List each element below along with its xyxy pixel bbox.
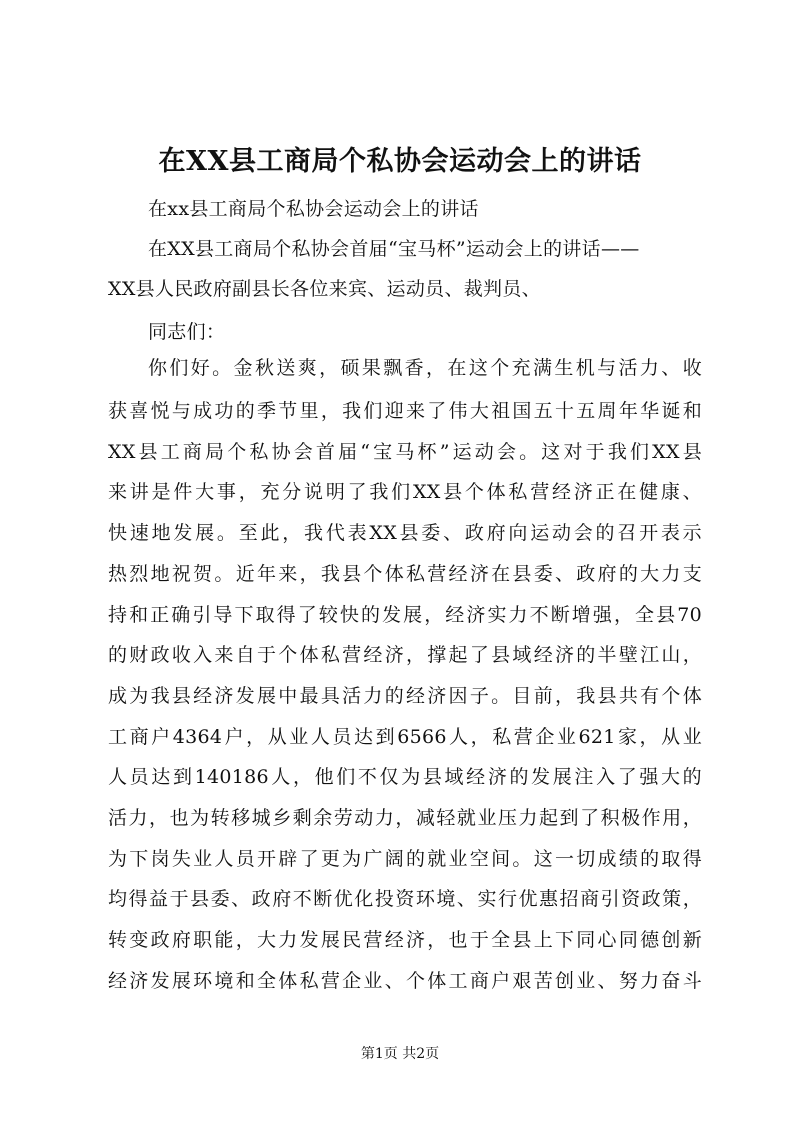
paragraph-line: 快速地发展。至此，我代表XX县委、政府向运动会的召开表示 bbox=[108, 522, 702, 544]
paragraph-line: 你们好。金秋送爽，硕果飘香，在这个充满生机与活力、收 bbox=[148, 357, 702, 379]
paragraph-line: 成为我县经济发展中最具活力的经济因子。目前，我县共有个体 bbox=[108, 685, 702, 707]
salutation-line: 同志们： bbox=[148, 321, 226, 343]
paragraph-line: XX县人民政府副县长各位来宾、运动员、裁判员、 bbox=[108, 278, 541, 300]
paragraph-line: 的财政收入来自于个体私营经济，撑起了县域经济的半壁江山， bbox=[108, 644, 702, 666]
page-number: 第1页 共2页 bbox=[360, 1046, 440, 1062]
paragraph-line: 在XX县工商局个私协会首届“宝马杯”运动会上的讲话—— bbox=[148, 238, 640, 260]
paragraph-line: 工商户4364户，从业人员达到6566人，私营企业621家，从业 bbox=[108, 726, 702, 748]
paragraph-line: 获喜悦与成功的季节里，我们迎来了伟大祖国五十五周年华诞和 bbox=[108, 400, 702, 422]
paragraph-line: 转变政府职能，大力发展民营经济，也于全县上下同心同德创新 bbox=[108, 929, 702, 951]
paragraph-line: 持和正确引导下取得了较快的发展，经济实力不断增强，全县70 bbox=[108, 604, 702, 626]
paragraph-line: 人员达到140186人，他们不仅为县域经济的发展注入了强大的 bbox=[108, 766, 702, 788]
paragraph-line: 均得益于县委、政府不断优化投资环境、实行优惠招商引资政策， bbox=[108, 888, 702, 910]
document-title: 在XX县工商局个私协会运动会上的讲话 bbox=[158, 146, 642, 177]
subtitle-line: 在xx县工商局个私协会运动会上的讲话 bbox=[148, 198, 479, 220]
paragraph-line: 活力，也为转移城乡剩余劳动力，减轻就业压力起到了积极作用， bbox=[108, 807, 702, 829]
paragraph-line: 经济发展环境和全体私营企业、个体工商户艰苦创业、努力奋斗 bbox=[108, 970, 702, 992]
paragraph-line: 热烈地祝贺。近年来，我县个体私营经济在县委、政府的大力支 bbox=[108, 563, 702, 585]
paragraph-line: 来讲是件大事，充分说明了我们XX县个体私营经济正在健康、 bbox=[108, 481, 702, 503]
paragraph-line: XX县工商局个私协会首届“宝马杯”运动会。这对于我们XX县 bbox=[108, 441, 702, 463]
paragraph-line: 为下岗失业人员开辟了更为广阔的就业空间。这一切成绩的取得 bbox=[108, 848, 702, 870]
